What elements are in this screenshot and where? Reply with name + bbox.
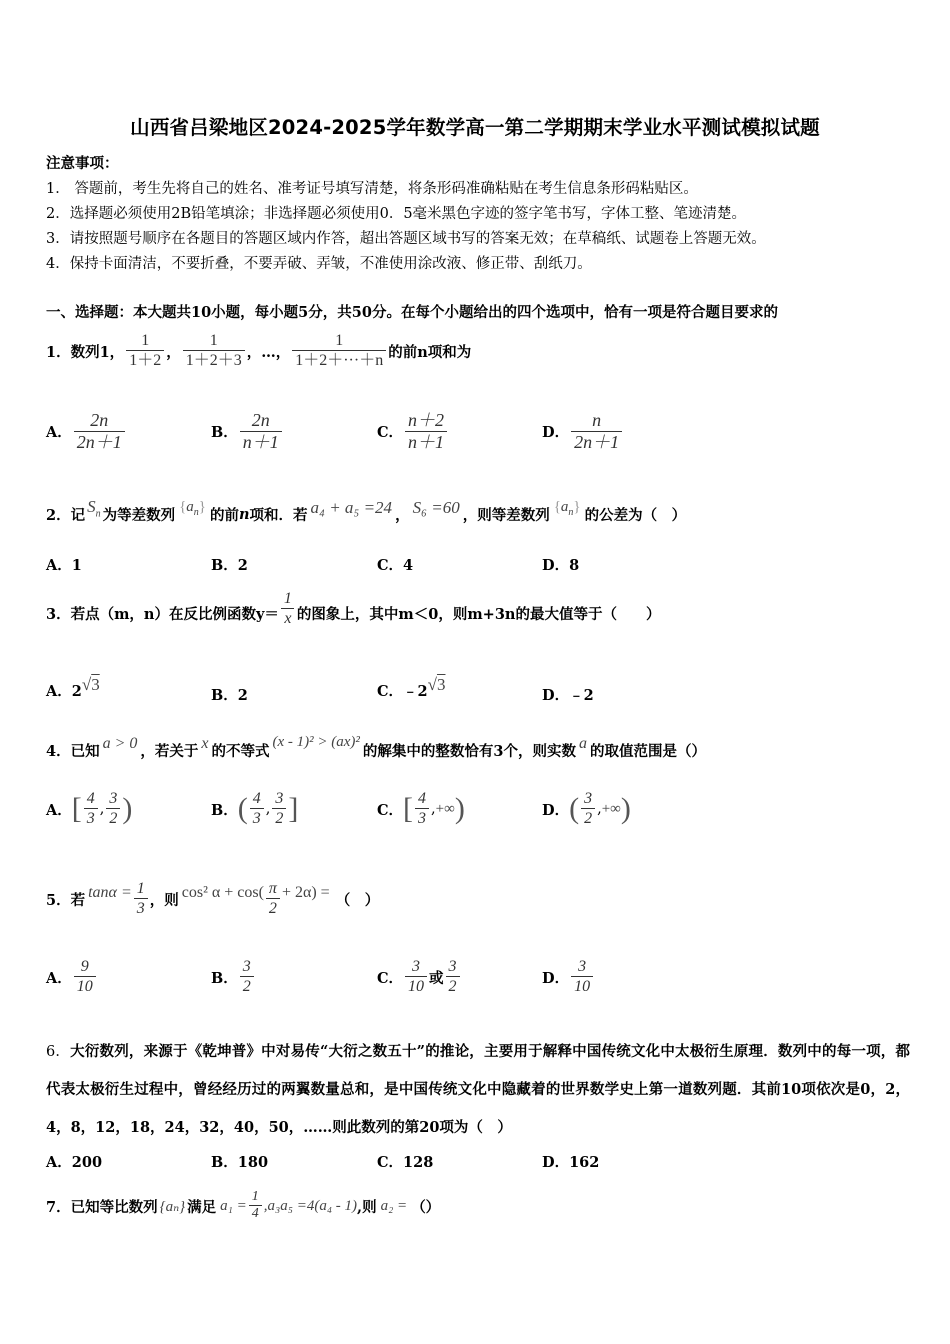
q3-option-d: D．﹣2 xyxy=(542,687,594,704)
q1-option-c: C． $\frac{n+2}{n+1}$ xyxy=(377,410,449,453)
fraction-term: $\frac{1}{1+2}$ xyxy=(126,332,164,371)
q5-option-d: D． $\frac{3}{10}$ xyxy=(542,958,595,997)
q6-option-b: B．180 xyxy=(211,1154,269,1171)
q4-option-b: B． ( $\frac{4}{3}$ , $\frac{3}{2}$ ] xyxy=(211,790,299,828)
q1-option-d: D． $\frac{n}{2n+1}$ xyxy=(542,410,624,453)
q5-option-a: A． $\frac{9}{10}$ xyxy=(46,958,98,997)
q4-option-c: C． [ $\frac{4}{3}$ , +∞ ) xyxy=(377,790,465,828)
question-4: 4． 已知 a > 0 ，若关于 x 的不等式 (x - 1)² > (ax)² 的解集中的整数恰有3个，则实数 a 的取值范围是（） xyxy=(46,733,707,760)
question-7: 7． 已知等比数列 {aₙ} 满足 a₁ = $\frac{1}{4}$ ,a₃a₅ =4(a₄ - 1) ,则 a₂ = （） xyxy=(46,1189,441,1222)
page-title: 山西省吕梁地区2024-2025学年数学高一第二学期期末学业水平测试模拟试题 xyxy=(130,116,820,139)
question-text: 的前n项和为 xyxy=(388,343,472,361)
q1-option-a: A． $\frac{2n}{2n+1}$ xyxy=(46,410,127,453)
fraction-term: $\frac{1}{1+2+3}$ xyxy=(183,332,245,371)
section-heading: 一、选择题：本大题共10小题，每小题5分，共50分。在每个小题给出的四个选项中，恰有一项是符合题目要求的 xyxy=(46,304,778,321)
q5-option-c: C． $\frac{3}{10}$ 或 $\frac{3}{2}$ xyxy=(377,958,462,997)
question-1: 1． 数列1， $\frac{1}{1+2}$ ， $\frac{1}{1+2+3}$ ，…， $\frac{1}{1+2+\cdot\cdot\cdot+n}$ 的前n项和为 xyxy=(46,331,472,370)
notice-item: 4．保持卡面清洁，不要折叠，不要弄破、弄皱，不准使用涂改液、修正带、刮纸刀。 xyxy=(46,256,592,272)
q6-option-c: C．128 xyxy=(377,1154,434,1171)
fraction-term: $\frac{1}{1+2+\cdot\cdot\cdot+n}$ xyxy=(292,332,386,371)
question-5: 5． 若 tanα = $\frac{1}{3}$ ，则 cos² α + cos( $\frac{\pi}{2}$ + 2α) = （ ） xyxy=(46,879,380,918)
q6-option-a: A．200 xyxy=(46,1154,103,1171)
question-number: 1． xyxy=(46,343,71,361)
q4-option-d: D． ( $\frac{3}{2}$ , +∞ ) xyxy=(542,790,631,828)
q1-option-b: B． $\frac{2n}{n+1}$ xyxy=(211,410,284,453)
q3-option-a: A．2√3 xyxy=(46,675,100,700)
q3-option-b: B．2 xyxy=(211,687,248,704)
question-2: 2． 记 $S_n$ 为等差数列 $\{a_n\}$ 的前 n 项和．若 a₄ + a₅ =24 ， S₆ =60 ，则等差数列 $\{a_n\}$ 的公差为（ ） xyxy=(46,496,687,524)
q2-option-b: B．2 xyxy=(211,557,248,574)
question-6: 6．大衍数列，来源于《乾坤普》中对易传“大衍之数五十”的推论，主要用于解释中国传统文化中太极衍生原理．数列中的每一项，都代表太极衍生过程中，曾经经历过的两翼数量总和，是中国传统文化中隐藏着的世界数学史上第一道数列题．其前10项依次是0，2，4，8，12，18，24，32，40，50，……则此数列的第20项为（ ） xyxy=(46,1043,910,1136)
q2-option-a: A．1 xyxy=(46,557,82,574)
q5-option-b: B． $\frac{3}{2}$ xyxy=(211,958,256,997)
q2-option-c: C．4 xyxy=(377,557,414,574)
notice-item: 1． 答题前，考生先将自己的姓名、准考证号填写清楚，将条形码准确粘贴在考生信息条形码粘贴区。 xyxy=(46,181,698,197)
notice-heading: 注意事项： xyxy=(46,155,119,172)
q4-option-a: A． [ $\frac{4}{3}$ , $\frac{3}{2}$ ) xyxy=(46,790,133,828)
question-text: 数列1， xyxy=(70,343,125,361)
q3-option-c: C．﹣2√3 xyxy=(377,675,446,700)
q6-option-d: D．162 xyxy=(542,1154,600,1171)
question-3: 3． 若点（m，n）在反比例函数y＝ $\frac{1}{x}$ 的图象上，其中m＜0，则m+3n的最大值等于（ ） xyxy=(46,589,661,628)
q2-option-d: D．8 xyxy=(542,557,580,574)
notice-item: 3．请按照题号顺序在各题目的答题区域内作答，超出答题区域书写的答案无效；在草稿纸、试题卷上答题无效。 xyxy=(46,231,766,247)
notice-item: 2．选择题必须使用2B铅笔填涂；非选择题必须使用0．5毫米黑色字迹的签字笔书写，字体工整、笔迹清楚。 xyxy=(46,206,747,222)
